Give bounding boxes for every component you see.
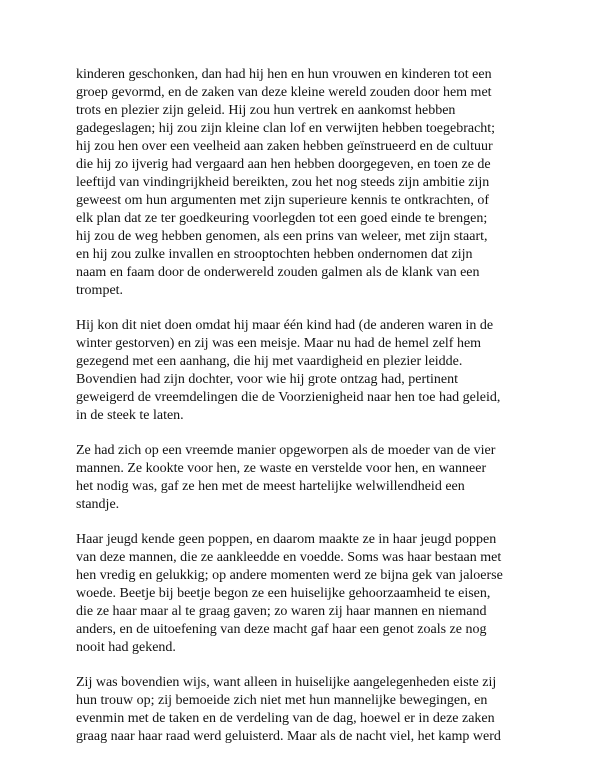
paragraph <box>76 442 536 514</box>
text-line: trompet. <box>76 283 124 298</box>
text-line: gadegeslagen; hij zou zijn kleine clan lof en verwijten hebben toegebracht; <box>76 121 496 136</box>
text-line: mannen. Ze kookte voor hen, ze waste en verstelde voor hen, en wanneer <box>76 461 487 476</box>
paragraph <box>76 66 536 300</box>
text-line: hij zou de weg hebben genomen, als een prins van weleer, met zijn staart, <box>76 229 488 244</box>
text-line: hen vredig en gelukkig; op andere momenten werd ze bijna gek van jaloerse <box>76 568 503 583</box>
text-line: groep gevormd, en de zaken van deze kleine wereld zouden door hem met <box>76 85 492 100</box>
text-line: hun trouw op; zij bemoeide zich niet met hun mannelijke bewegingen, en <box>76 693 488 708</box>
text-line: leeftijd van vindingrijkheid bereikten, zou het nog steeds zijn ambitie zijn <box>76 175 490 190</box>
text-line: van deze mannen, die ze aankleedde en voedde. Soms was haar bestaan met <box>76 550 502 565</box>
text-line: hij zou hen over een veelheid aan zaken hebben geïnstrueerd en de cultuur <box>76 139 493 154</box>
text-line: gezegend met een aanhang, die hij met vaardigheid en plezier leidde. <box>76 354 463 369</box>
text-line: naam en faam door de onderwereld zouden galmen als de klank van een <box>76 265 480 280</box>
text-line: anders, en de uitoefening van deze macht gaf haar een genot zoals ze nog <box>76 622 487 637</box>
text-line: graag naar haar raad werd geluisterd. Maar als de nacht viel, het kamp werd <box>76 729 501 744</box>
text-line: Ze had zich op een vreemde manier opgeworpen als de moeder van de vier <box>76 443 496 458</box>
paragraph <box>76 531 536 657</box>
text-line: in de steek te laten. <box>76 408 184 423</box>
paragraph <box>76 674 536 746</box>
text-line: kinderen geschonken, dan had hij hen en hun vrouwen en kinderen tot een <box>76 67 492 82</box>
text-line: Zij was bovendien wijs, want alleen in huiselijke aangelegenheden eiste zij <box>76 675 497 690</box>
text-line: het nodig was, gaf ze hen met de meest hartelijke welwillendheid een <box>76 479 465 494</box>
text-line: en hij zou zulke invallen en strooptochten hebben ondernomen dat zijn <box>76 247 473 262</box>
text-line: evenmin met de taken en de verdeling van de dag, hoewel er in deze zaken <box>76 711 495 726</box>
text-line: winter gestorven) en zij was een meisje. Maar nu had de hemel zelf hem <box>76 336 482 351</box>
text-line: trots en plezier zijn geleid. Hij zou hun vertrek en aankomst hebben <box>76 103 456 118</box>
text-line: woede. Beetje bij beetje begon ze een huiselijke gehoorzaamheid te eisen, <box>76 586 491 601</box>
text-line: Bovendien had zijn dochter, voor wie hij grote ontzag had, pertinent <box>76 372 458 387</box>
body-text <box>76 66 536 763</box>
text-line: die ze haar maar al te graag gaven; zo waren zij haar mannen en niemand <box>76 604 487 619</box>
paragraph <box>76 317 536 425</box>
text-line: elk plan dat ze ter goedkeuring voorlegden tot een goed einde te brengen; <box>76 211 488 226</box>
text-line: standje. <box>76 497 120 512</box>
text-line: geweest om hun argumenten met zijn superieure kennis te ontkrachten, of <box>76 193 489 208</box>
text-line: nooit had gekend. <box>76 640 176 655</box>
text-line: Haar jeugd kende geen poppen, en daarom maakte ze in haar jeugd poppen <box>76 532 497 547</box>
text-line: Hij kon dit niet doen omdat hij maar één kind had (de anderen waren in de <box>76 318 494 333</box>
text-line: die hij zo ijverig had vergaard aan hen hebben doorgegeven, en toen ze de <box>76 157 491 172</box>
text-line: geweigerd de vreemdelingen die de Voorzienigheid naar hen toe had geleid, <box>76 390 501 405</box>
